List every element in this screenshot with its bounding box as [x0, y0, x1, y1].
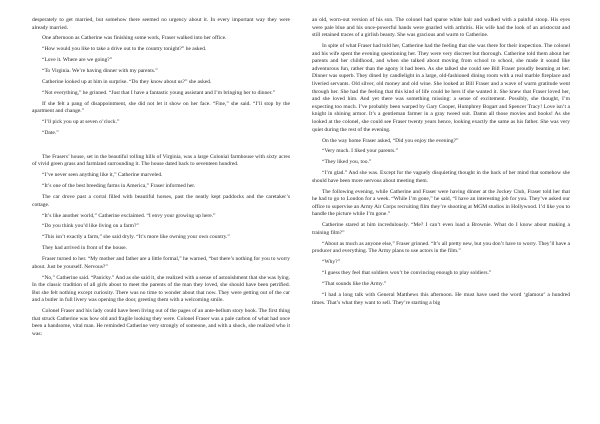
paragraph: Fraser turned to her. “My mother and father are a little formal,” he warned, “but there’s nothing for you to worry about. Just be yourself. Nervous?”: [32, 256, 290, 270]
paragraph: “They liked you, too.”: [322, 159, 372, 166]
paragraph: “I had a long talk with General Matthews this afternoon. He must have used the word ‘glamour’ a hundred times. That’s what they want to sell. They’re starting a big: [312, 291, 570, 306]
left-text-column: [32, 17, 290, 417]
paragraph: On the way home Fraser asked, “Did you enjoy the evening?”: [322, 137, 459, 144]
paragraph: One afternoon as Catherine was finishing some work, Fraser walked into her office.: [42, 35, 227, 42]
paragraph: “Love it. Where are we going?”: [42, 57, 113, 64]
paragraph: an old, worn-out version of his son. The colonel had sparse white hair and walked with a painful stoop. His eyes were pale blue and his once-powerful hands were gnarled with arthritis. His wife had the look of an aristocrat and still retained traces of a girlish beauty. She was gracious and warm to Catherine.: [312, 17, 570, 39]
paragraph: They had arrived in front of the house.: [42, 245, 127, 252]
paragraph: If she felt a pang of disappointment, she did not let it show on her face. “Fine,” she said. “I’ll stop by the apartment and change.”: [32, 100, 290, 115]
paragraph: The following evening, while Catherine and Fraser were having dinner at the Jockey Club, Fraser told her that he had to go to London for a week. “While I’m gone,” he said, “I have an interesting job for you. They’ve asked our office to supervise an Army Air Corps recruiting film they’re shooting at MGM studios in Hollywood. I’d like you to handle the picture while I’m gone.”: [312, 188, 570, 218]
paragraph: “Date.”: [42, 130, 59, 137]
paragraph: “Do you think you’d like living on a farm?”: [42, 223, 139, 230]
paragraph: “Not everything,” he grinned. “Just that I have a fantastic young assistant and I’m bringing her to dinner.”: [42, 89, 276, 96]
paragraph: “It’s one of the best breeding farms in America,” Fraser informed her.: [42, 183, 196, 190]
paragraph: Colonel Fraser and his lady could have been living out of the pages of an ante-bellum story book. The first thing that struck Catherine was how old and fragile looking they were. Colonel Fraser was a pale carbon of what had once been a handsome, vital man. He reminded Catherine very strongly of someone, and with a shock, she realized who it was:: [32, 308, 290, 338]
paragraph: “To Virginia. We’re having dinner with my parents.”: [42, 68, 158, 75]
paragraph: Catherine looked up at him in surprise. “Do they know about us?” she asked.: [42, 79, 212, 86]
paragraph: “I guess they feel that soldiers won’t be convincing enough to play soldiers.”: [322, 270, 492, 277]
right-text-column: [312, 17, 570, 417]
paragraph: “I’ve never seen anything like it,” Catherine marveled.: [42, 172, 163, 179]
paragraph: Catherine stared at him incredulously. “Me? I can’t even load a Brownie. What do I know about making a training film?”: [312, 222, 570, 236]
paragraph: “I’ll pick you up at seven o’clock.”: [42, 119, 120, 126]
paragraph: “This isn’t exactly a farm,” she said dryly. “It’s more like owning your own country.”: [42, 234, 230, 241]
paragraph: The Frasers’ house, set in the beautiful rolling hills of Virginia, was a large Colonial farmhouse with sixty acres of vivid green grass and farmland surrounding it. The house dated back to seventeen hundred.: [32, 153, 290, 168]
paragraph: desperately to get married, but somehow there seemed no urgency about it. In every important way they were already married.: [32, 17, 290, 31]
paragraph: The car drove past a corral filled with beautiful horses, past the neatly kept paddocks and the caretaker’s cottage.: [32, 194, 290, 208]
paragraph: “It’s like another world,” Catherine exclaimed. “I envy your growing up here.”: [42, 212, 216, 219]
paragraph: “Why?”: [322, 259, 341, 266]
paragraph: “I’m glad.” And she was. Except for the vaguely disquieting thought in the back of her mind that somehow she should have been more nervous about meeting them.: [312, 170, 570, 184]
paragraph: In spite of what Fraser had told her, Catherine had the feeling that she was there for their inspection. The colonel and his wife spent the evening questioning her. They were very discreet but thorough. Catherine told them about her parents and her childhood, and when she talked about moving from school to school, she made it sound like adventurous fun, rather than the agony it had been. As she talked she could see Bill Fraser proudly beaming at her. Dinner was superb. They dined by candlelight in a large, old-fashioned dining room with a real marble fireplace and liveried servants. Old silver, old money and old wine. She looked at Bill Fraser and a wave of warm gratitude went through her. She had the feeling that this kind of life could be hers if she wanted it. She knew that Fraser loved her, and she loved him. And yet there was something missing: a sense of excitement. Possibly, she thought, I’m expecting too much. I’ve probably been warped by Gary Cooper, Humphrey Bogart and Spencer Tracy! Love isn’t a knight in shining armor. It’s a gentleman farmer in a gray tweed suit. Damn all those movies and books! As she looked at the colonel, she could see Fraser twenty years hence, looking exactly the same as his father. She was very quiet during the rest of the evening.: [312, 43, 570, 133]
paragraph: “That sounds like the Army.”: [322, 281, 387, 288]
paragraph: “Very much. I liked your parents.”: [322, 148, 398, 155]
paragraph: “About as much as anyone else,” Fraser grinned. “It’s all pretty new, but you don’t have to worry. They’ll have a producer and everything. The Army plans to use actors in the film.”: [312, 240, 570, 255]
paragraph: “No,” Catherine said. “Panicky.” And as she said it, she realized with a sense of astonishment that she was lying. In the classic tradition of all girls about to meet the parents of the man they loved, she should have been petrified. But she felt nothing except curiosity. There was no time to wonder about that now. They were getting out of the car and a butler in full livery was opening the door, greeting them with a welcoming smile.: [32, 274, 290, 304]
paragraph: “How would you like to take a drive out to the country tonight?” he asked.: [42, 46, 207, 53]
